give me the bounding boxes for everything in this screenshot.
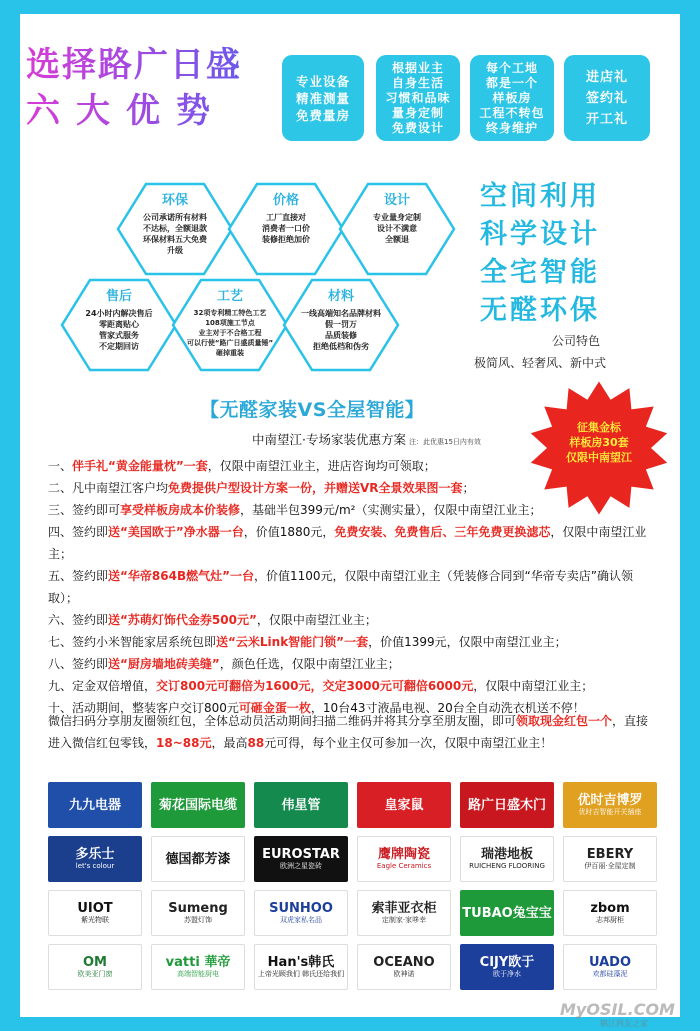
hex-title: 工艺: [216, 289, 243, 304]
box-line: 开工礼: [585, 111, 628, 127]
brand-logo: [151, 944, 245, 990]
hex-craft: [171, 278, 289, 372]
brand-name: EUROSTAR: [262, 846, 340, 862]
offer-item: [48, 675, 660, 697]
brand-name: 欧于净水: [492, 969, 521, 978]
headline-line-2: 六大优势: [26, 88, 276, 134]
watermark: MyOSIL.COM: [560, 1000, 675, 1019]
brand-name: 欢都硅藻泥: [592, 969, 628, 978]
offer-text: ，仅限中南望江业主；: [256, 613, 377, 627]
offer-text: 送“美国欧于”净水器一台: [108, 525, 244, 539]
brand-logo: [563, 836, 657, 882]
hex-text: [346, 212, 448, 245]
hex-line: 拒绝低档和伪劣: [313, 342, 369, 351]
brand-name: Sumeng: [168, 900, 228, 916]
hex-line: 专业量身定制: [373, 213, 421, 222]
slogans: [480, 178, 660, 330]
hex-line: 环保材料五大免费: [143, 235, 207, 244]
hex-line: 工厂直接对: [266, 213, 306, 222]
offer-text: 七、签约小米智能家居系统包即: [48, 635, 217, 649]
brand-name: let's colour: [75, 861, 115, 870]
slogan: 全宅智能: [480, 257, 600, 288]
badge-line: 仅限中南望江: [566, 451, 632, 464]
hex-eco: [116, 182, 234, 276]
hex-line: 业主对于不合格工程: [198, 329, 262, 337]
hex-line: 装修拒绝加价: [262, 235, 310, 244]
campaign-subtitle: [252, 430, 481, 448]
brand-logo: [254, 836, 348, 882]
offer-text: 一、: [48, 459, 73, 473]
hex-line: 假一罚万: [325, 320, 357, 329]
hex-title: 环保: [161, 193, 188, 208]
brand-name: 鹰牌陶瓷: [377, 846, 430, 862]
brand-logo: [460, 836, 554, 882]
hex-title: 售后: [105, 289, 132, 304]
brand-logo: [460, 944, 554, 990]
brand-name: OCEANO: [373, 954, 435, 970]
watermark-sub: 镇江网友之家: [600, 1019, 648, 1028]
hex-materials: [282, 278, 400, 372]
hex-text: [179, 308, 281, 358]
offer-text: 送“云米Link智能门锁”一套: [216, 635, 369, 649]
brand-name: TUBAO兔宝宝: [462, 905, 552, 921]
brand-name: zbom: [590, 900, 630, 916]
badge-line: 样板房30套: [569, 436, 629, 449]
brand-logo: [254, 782, 348, 828]
hex-line: 消费者一口价: [262, 224, 310, 233]
brand-logo: [563, 944, 657, 990]
offer-text: 交订800元可翻倍为1600元，交定3000元可翻倍6000元: [156, 679, 474, 693]
hex-line: 不定期回访: [99, 342, 139, 351]
offer-text: 六、签约即: [48, 613, 109, 627]
hex-line: 可以行使“路广日盛质量锤”: [186, 339, 274, 347]
badge-line: 征集金标: [577, 421, 621, 434]
brand-name: 高端智能厨电: [176, 969, 219, 978]
hex-design: [338, 182, 456, 276]
wechat-text: 领取现金红包一个: [516, 714, 613, 728]
brand-name: 双虎家私名品: [280, 915, 322, 924]
offer-text: 享受样板房成本价装修: [120, 503, 241, 517]
brand-name: 上帝光顾我们 韩氏还给我们: [257, 969, 345, 978]
hex-line: 品质装修: [325, 331, 357, 340]
offer-text: 五、签约即: [48, 569, 109, 583]
advantage-box-gifts: [564, 55, 650, 141]
brand-name: 索菲亚衣柜: [371, 900, 437, 916]
subtitle-text: 中南望江·专场家装优惠方案: [252, 432, 406, 447]
offer-item: [48, 455, 660, 477]
offer-text: 四、签约即: [48, 525, 109, 539]
brand-logo: [254, 890, 348, 936]
offer-text: ，颜色任选，仅限中南望江业主；: [219, 657, 400, 671]
headline-line-1: 选择路广日盛: [26, 42, 276, 88]
brand-name: UADO: [588, 954, 632, 970]
brand-logo: [357, 944, 451, 990]
hex-text: [290, 308, 392, 352]
brand-name: 德国都芳漆: [165, 851, 231, 867]
box-line: 终身维护: [485, 120, 538, 135]
brand-name: 欧美亚门窗: [77, 969, 113, 978]
brand-logo: [48, 782, 142, 828]
offer-text: 送“厨房墙地砖美缝”: [108, 657, 220, 671]
brand-name: 路广日盛木门: [467, 797, 546, 813]
brand-logo: [563, 890, 657, 936]
hex-line: 32项专利精工特色工艺: [193, 309, 267, 317]
offer-text: 免费提供户型设计方案一份，并赠送VR全景效果图一套: [168, 481, 463, 495]
offer-text: 二、凡中南望江客户均: [48, 481, 169, 495]
box-line: 工程不转包: [479, 105, 545, 120]
slogan: 无醛环保: [480, 295, 600, 326]
wechat-text: ，最高: [211, 736, 248, 750]
brand-logo: [151, 890, 245, 936]
offer-text: ，仅限中南望江业主；: [473, 679, 594, 693]
offer-text: ，价值1880元，: [243, 525, 335, 539]
offer-text: 可砸金蛋一枚: [238, 701, 311, 715]
offer-text: 十、活动期间，整装客户交订800元: [48, 701, 239, 715]
hex-text: [124, 212, 226, 256]
hex-title: 材料: [327, 289, 354, 304]
brand-name: 多乐士: [75, 846, 115, 862]
offer-text: 三、签约即可: [48, 503, 121, 517]
hex-line: 24小时内解决售后: [85, 309, 153, 318]
brand-name: 皇家鼠: [384, 797, 424, 813]
advantage-box-design: [376, 55, 460, 141]
advantage-box-site: [470, 55, 554, 141]
campaign-title: 【无醛家装VS全屋智能】: [200, 399, 425, 421]
hex-line: 砸掉重装: [216, 349, 244, 357]
wechat-text: 18~88元: [156, 736, 212, 750]
brand-logo: [563, 782, 657, 828]
hex-title: 价格: [272, 193, 299, 208]
features-title: 公司特色: [552, 334, 601, 348]
brand-name: CIJY欧于: [479, 954, 535, 970]
hex-line: 公司承诺所有材料: [143, 213, 207, 222]
brand-name: SUNHOO: [269, 900, 333, 916]
box-line: 根据业主: [391, 60, 444, 75]
offer-text: 免费安装、免费售后、三年免费更换滤芯: [334, 525, 551, 539]
wechat-promo: [48, 710, 660, 754]
brand-name: 菊花国际电缆: [158, 797, 237, 813]
box-line: 免费设计: [391, 120, 444, 135]
brand-logo: [48, 836, 142, 882]
hex-line: 一线高端知名品牌材料: [301, 309, 381, 318]
brand-name: 九九电器: [68, 797, 121, 813]
brand-name: vatti 華帝: [165, 954, 231, 970]
slogan: 空间利用: [480, 181, 600, 212]
offer-text: ，仅限中南望江业主，进店咨询均可领取；: [207, 459, 436, 473]
offer-item: [48, 499, 660, 521]
box-line: 量身定制: [391, 105, 444, 120]
hex-line: 108项施工节点: [205, 319, 255, 327]
brand-name: 优时吉博罗: [577, 792, 643, 808]
box-line: 进店礼: [585, 69, 628, 85]
hex-text: [68, 308, 170, 352]
brand-logo: [357, 890, 451, 936]
offer-text: ，价值1100元，仅限中南望江业主（凭装修合同到“华帝专卖店”确认领取）；: [48, 569, 633, 605]
offer-text: 送“苏萌灯饰代金券500元”: [108, 613, 257, 627]
brand-name: 伟星管: [281, 797, 321, 813]
hex-text: [235, 212, 337, 245]
headline: [26, 42, 276, 134]
brand-name: 志邦厨柜: [595, 915, 624, 924]
offer-text: ，10台43寸液晶电视、20台全自动洗衣机送不停！: [310, 701, 585, 715]
brand-logo: [357, 836, 451, 882]
brand-name: EBERY: [586, 846, 634, 862]
brand-name: 欧神诺: [393, 969, 415, 978]
brand-logo: [151, 782, 245, 828]
brand-name: 欧洲之星瓷砖: [279, 861, 322, 870]
hex-price: [227, 182, 345, 276]
wechat-text: 88: [247, 736, 265, 750]
hex-line: 管家式服务: [99, 331, 139, 340]
brand-name: 定制家·家哆幸: [381, 915, 427, 924]
brand-name: 优时吉智能开关插座: [578, 807, 642, 816]
hex-line: 零距离贴心: [99, 320, 139, 329]
brand-name: 瑞港地板: [480, 846, 533, 862]
wechat-text: 微信扫码分享朋友圈领红包，全体总动员活动期间扫描二维码并将其分享至朋友圈，即可: [48, 714, 517, 728]
brand-grid: [48, 782, 658, 990]
wechat-text: ，直接进入微信红包零钱，: [48, 714, 649, 750]
brand-name: Han's韩氏: [267, 954, 335, 970]
hex-line: 不达标，全额退款: [143, 224, 207, 233]
brand-name: Eagle Ceramics: [376, 861, 432, 870]
offer-text: ，基础半包399元/m²（实测实量），仅限中南望江业主；: [240, 503, 542, 517]
box-line: 样板房: [492, 90, 532, 105]
brand-logo: [254, 944, 348, 990]
box-line: 习惯和品味: [385, 90, 451, 105]
brand-name: RUICHENG FLOORING: [469, 861, 545, 870]
hex-line: 设计不满意: [377, 224, 417, 233]
subtitle-note: 注：此优惠15日内有效: [408, 438, 481, 446]
hex-aftersales: [60, 278, 178, 372]
box-line: 精准测量: [295, 90, 350, 106]
box-line: 自身生活: [391, 75, 444, 90]
brand-logo: [48, 890, 142, 936]
offer-text: 九、定金双倍增值，: [48, 679, 157, 693]
box-line: 专业设备: [295, 73, 350, 89]
offer-item: [48, 477, 660, 499]
wechat-text: 元可得，每个业主仅可参加一次，仅限中南望江业主！: [264, 736, 553, 750]
brand-name: 苏盟灯饰: [183, 915, 212, 924]
offer-item: [48, 631, 660, 653]
brand-logo: [460, 890, 554, 936]
offer-list: [48, 455, 660, 719]
features-styles: 极简风、轻奢风、新中式: [474, 356, 607, 370]
brand-name: 伊百丽·全屋定制: [584, 861, 636, 870]
brand-name: OM: [83, 954, 107, 970]
advantage-box-measure: [282, 55, 364, 141]
hex-title: 设计: [383, 193, 410, 208]
offer-text: ；: [462, 481, 475, 495]
offer-text: ，仅限中南望江业主；: [48, 525, 647, 561]
box-line: 免费量房: [295, 107, 350, 123]
box-line: 签约礼: [585, 90, 628, 106]
brand-logo: [357, 782, 451, 828]
box-line: 都是一个: [485, 75, 538, 90]
offer-text: ，价值1399元，仅限中南望江业主；: [368, 635, 567, 649]
offer-item: [48, 565, 660, 609]
brand-logo: [48, 944, 142, 990]
brand-logo: [460, 782, 554, 828]
offer-text: 伴手礼“黄金能量枕”一套: [72, 459, 208, 473]
offer-item: [48, 521, 660, 565]
hex-line: 全额退: [385, 235, 409, 244]
offer-item: [48, 653, 660, 675]
brand-name: 紫光物联: [81, 915, 109, 924]
offer-text: 八、签约即: [48, 657, 109, 671]
slogan: 科学设计: [480, 219, 600, 250]
brand-name: UIOT: [77, 900, 113, 916]
box-line: 每个工地: [485, 60, 538, 75]
brand-logo: [151, 836, 245, 882]
hex-line: 升级: [167, 246, 183, 255]
offer-item: [48, 609, 660, 631]
offer-text: 送“华帝864B燃气灶”一台: [108, 569, 254, 583]
